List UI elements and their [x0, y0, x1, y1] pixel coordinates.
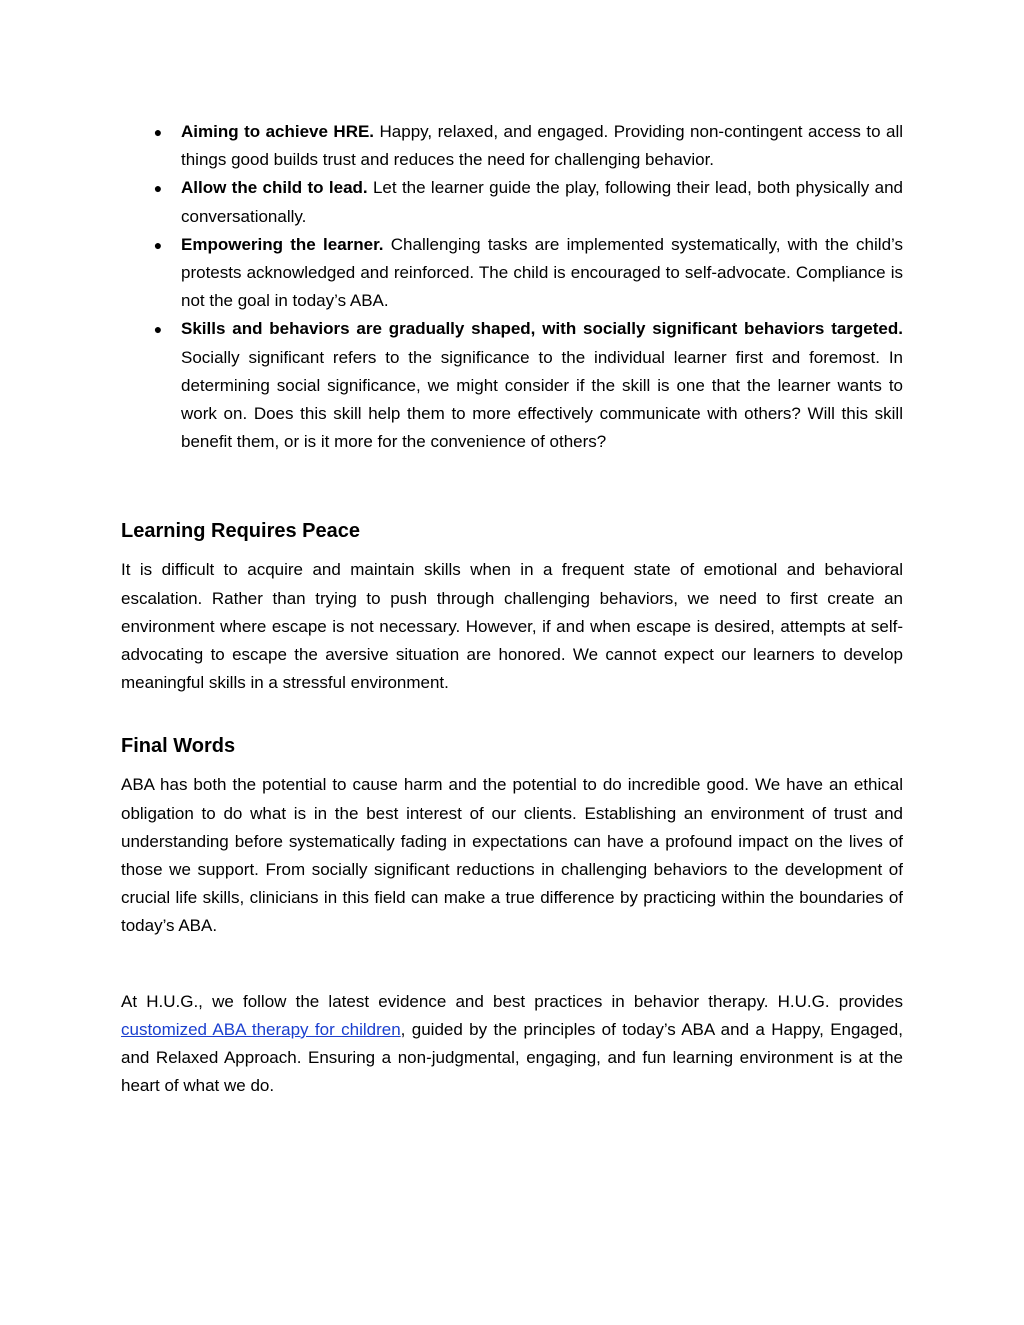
bullet-lead: Skills and behaviors are gradually shaped, with socially significant behaviors targeted.	[181, 319, 903, 339]
bullet-text: Let the learner guide the play, following their lead, both physically and conversationally.	[181, 178, 903, 226]
aba-therapy-link[interactable]: customized ABA therapy for children	[121, 1019, 401, 1039]
bullet-icon: ●	[153, 321, 163, 338]
section-heading-final-words: Final Words	[121, 735, 236, 758]
section-heading-learning-requires-peace: Learning Requires Peace	[121, 520, 360, 543]
bullet-icon: ●	[153, 180, 163, 197]
bullet-text: Happy, relaxed, and engaged. Providing non-contingent access to all things good builds trust and reduces the need for challenging behavior.	[181, 122, 903, 170]
list-item	[121, 118, 903, 174]
bullet-text: Challenging tasks are implemented systematically, with the child’s protests acknowledged and reinforced. The child is encouraged to self-advocate. Compliance is not the goal in today’s ABA.	[181, 234, 903, 311]
section-body-final-words: ABA has both the potential to cause harm and the potential to do incredible good. We have an ethical obligation to do what is in the best interest of our clients. Establishing an environment of trust and understanding before systematically fading in expectations can have a profound impact on the lives of those we support. From socially significant reductions in challenging behaviors to the development of crucial life skills, clinicians in this field can make a true difference by practicing within the boundaries of today’s ABA.	[121, 775, 903, 936]
bullet-lead: Allow the child to lead.	[181, 178, 368, 198]
list-item	[121, 231, 903, 316]
section-body-learning-requires-peace: It is difficult to acquire and maintain skills when in a frequent state of emotional and behavioral escalation. Rather than trying to push through challenging behaviors, we need to first create an environment where escape is not necessary. However, if and when escape is desired, attempts at self-advocating to escape the aversive situation are honored. We cannot expect our learners to develop meaningful skills in a stressful environment.	[121, 560, 903, 693]
document-page	[121, 118, 903, 1100]
bullet-lead: Empowering the learner.	[181, 234, 384, 254]
list-item	[121, 174, 903, 230]
closing-text-after-link: , guided by the principles of today’s ABA and a Happy, Engaged, and Relaxed Approach. Ensuring a non-judgmental, engaging, and fun learning environment is at the heart of what we do.	[121, 1019, 903, 1096]
closing-text-before-link: At H.U.G., we follow the latest evidence and best practices in behavior therapy. H.U.G. provides	[121, 991, 903, 1011]
closing-paragraph	[121, 988, 903, 1101]
bullet-icon: ●	[153, 124, 163, 140]
list-item	[121, 315, 903, 456]
bullet-icon: ●	[153, 236, 163, 253]
bullet-text: Socially significant refers to the significance to the individual learner first and foremost. In determining social significance, we might consider if the skill is one that the learner wants to work on. Does this skill help them to more effectively communicate with others? Will this skill benefit them, or is it more for the convenience of others?	[181, 347, 903, 452]
bullet-lead: Aiming to achieve HRE.	[181, 122, 375, 141]
principles-list	[121, 118, 903, 456]
